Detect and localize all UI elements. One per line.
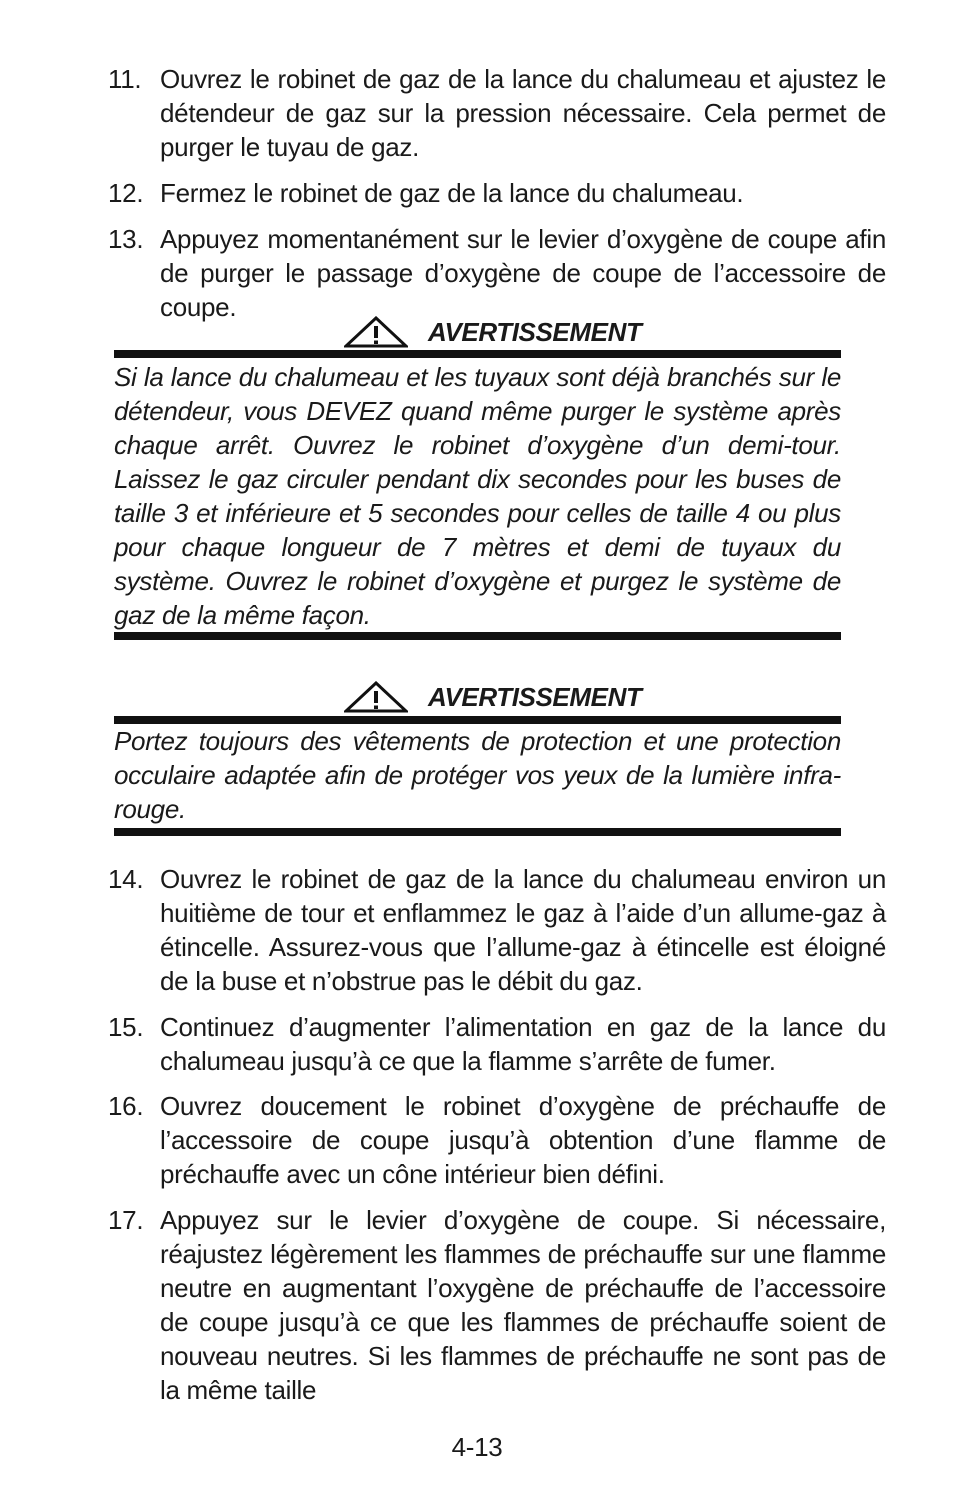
page-number: 4-13 <box>451 1432 503 1462</box>
warning-heading <box>344 679 641 715</box>
step-text: Ouvrez le robinet de gaz de la lance du chalumeau environ un huitième de tour et enflammez le gaz à l’aide d’un allume-gaz à étincelle. Assurez-vous que l’allume-gaz à étincelle est éloigné de la buse et n’obstrue pas le débit du gaz. <box>160 864 886 996</box>
warning-bottom-rule <box>114 632 841 640</box>
step-text: Appuyez momentanément sur le levier d’oxygène de coupe afin de purger le passage d’oxygène de coupe de l’accessoire de coupe. <box>160 224 886 322</box>
step-11 <box>108 62 886 164</box>
step-text: Ouvrez le robinet de gaz de la lance du chalumeau et ajustez le détendeur de gaz sur la pression nécessaire. Cela permet de purger le tuyau de gaz. <box>160 64 886 162</box>
step-17 <box>108 1203 886 1407</box>
warning-title: AVERTISSEMENT <box>428 681 642 712</box>
step-number: 12. <box>108 178 144 208</box>
warning-triangle-icon <box>344 316 408 348</box>
step-number: 11. <box>108 64 142 94</box>
warning-text: Portez toujours des vêtements de protection et une protection occulaire adaptée afin de protéger vos yeux de la lumière infra-rouge. <box>114 726 841 824</box>
step-12 <box>108 176 886 210</box>
warning-heading <box>344 314 641 350</box>
warning-title: AVERTISSEMENT <box>428 316 642 347</box>
step-13 <box>108 222 886 324</box>
step-text: Ouvrez doucement le robinet d’oxygène de préchauffe de l’accessoire de coupe jusqu’à obtention d’une flamme de préchauffe avec un cône intérieur bien défini. <box>160 1091 886 1189</box>
warning-triangle-icon <box>344 681 408 713</box>
step-text: Fermez le robinet de gaz de la lance du chalumeau. <box>160 178 744 208</box>
step-number: 14. <box>108 864 144 894</box>
step-16 <box>108 1089 886 1191</box>
warning-top-rule <box>114 716 841 724</box>
step-15 <box>108 1010 886 1078</box>
step-number: 16. <box>108 1091 144 1121</box>
step-text: Continuez d’augmenter l’alimentation en gaz de la lance du chalumeau jusqu’à ce que la flamme s’arrête de fumer. <box>160 1012 886 1076</box>
warning-text: Si la lance du chalumeau et les tuyaux sont déjà branchés sur le détendeur, vous DEVEZ quand même purger le système après chaque arrêt. Ouvrez le robinet d’oxygène d’un demi-tour. Laissez le gaz circuler pendant dix secondes pour les buses de taille 3 et inférieure et 5 secondes pour celles de taille 4 ou plus pour chaque longueur de 7 mètres et demi de tuyaux du système. Ouvrez le robinet d’oxygène et purgez le système de gaz de la même façon. <box>114 362 841 630</box>
step-text: Appuyez sur le levier d’oxygène de coupe. Si nécessaire, réajustez légèrement les flammes de préchauffe sur une flamme neutre en augmentant l’oxygène de préchauffe de l’accessoire de coupe jusqu’à ce que les flammes de préchauffe soient de nouveau neutres. Si les flammes de préchauffe ne sont pas de la même taille <box>160 1205 886 1405</box>
warning-bottom-rule <box>114 828 841 836</box>
step-number: 15. <box>108 1012 144 1042</box>
step-14 <box>108 862 886 998</box>
step-number: 17. <box>108 1205 144 1235</box>
step-number: 13. <box>108 224 144 254</box>
warning-top-rule <box>114 350 841 358</box>
